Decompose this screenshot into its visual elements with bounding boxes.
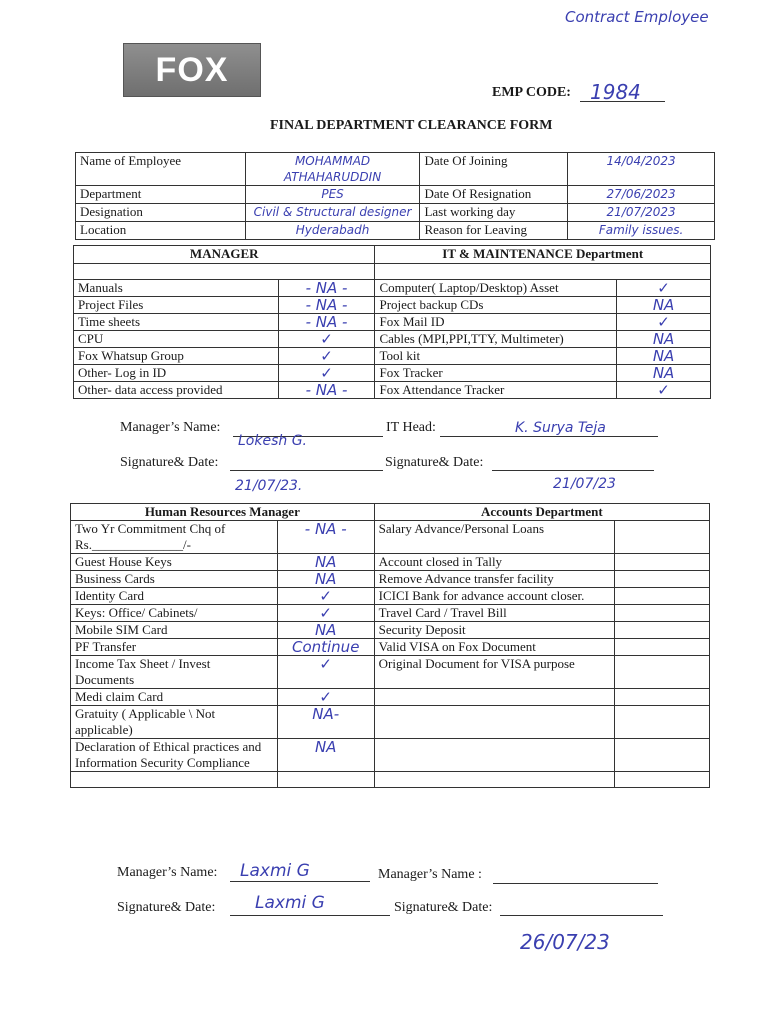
manager-item: Other- data access provided xyxy=(74,382,279,399)
checklist-row xyxy=(71,689,710,706)
hr-accounts-table xyxy=(70,503,710,788)
it-item-mark: NA xyxy=(617,331,711,348)
hr-item-mark: ✓ xyxy=(277,605,374,622)
s1-signature-line-left xyxy=(230,470,383,471)
employee-field-label: Last working day xyxy=(420,204,568,222)
checklist-row xyxy=(74,365,711,382)
checklist-row xyxy=(74,331,711,348)
checklist-row xyxy=(71,656,710,689)
accounts-header: Accounts Department xyxy=(374,504,709,521)
it-head-line xyxy=(440,436,658,437)
employee-row xyxy=(76,222,715,240)
accounts-item xyxy=(374,772,615,788)
s2-signature-value-left: Laxmi G xyxy=(255,893,325,913)
s2-manager-name-value-left: Laxmi G xyxy=(240,861,310,881)
hr-item: Business Cards xyxy=(71,571,278,588)
employee-field-value: Hyderabadh xyxy=(245,222,420,240)
top-note: Contract Employee xyxy=(565,8,709,26)
checklist-row xyxy=(71,622,710,639)
accounts-item xyxy=(374,706,615,739)
employee-row xyxy=(76,204,715,222)
s2-signature-label-right: Signature& Date: xyxy=(394,900,493,915)
s2-manager-name-line-right xyxy=(493,883,658,884)
accounts-item-mark xyxy=(615,772,710,788)
it-item: Tool kit xyxy=(375,348,617,365)
employee-field-value: Civil & Structural designer xyxy=(245,204,420,222)
accounts-item: Salary Advance/Personal Loans xyxy=(374,521,615,554)
manager-item: Time sheets xyxy=(74,314,279,331)
it-item: Project backup CDs xyxy=(375,297,617,314)
it-head-label: IT Head: xyxy=(386,420,436,435)
manager-item: Manuals xyxy=(74,280,279,297)
manager-item-mark: ✓ xyxy=(278,365,375,382)
employee-table xyxy=(75,152,715,240)
it-item: Cables (MPI,PPI,TTY, Multimeter) xyxy=(375,331,617,348)
employee-row xyxy=(76,153,715,186)
checklist-row xyxy=(74,280,711,297)
s1-signature-date-left: 21/07/23. xyxy=(235,478,303,494)
it-item: Computer( Laptop/Desktop) Asset xyxy=(375,280,617,297)
form-title: FINAL DEPARTMENT CLEARANCE FORM xyxy=(270,118,553,133)
fox-logo xyxy=(123,43,261,97)
employee-field-value: 27/06/2023 xyxy=(568,186,715,204)
manager-item-mark: - NA - xyxy=(278,280,375,297)
s1-signature-label-left: Signature& Date: xyxy=(120,455,219,470)
accounts-item-mark xyxy=(615,656,710,689)
hr-item-mark: NA- xyxy=(277,706,374,739)
emp-code-line xyxy=(580,101,665,102)
employee-field-label: Date Of Joining xyxy=(420,153,568,186)
employee-field-label: Date Of Resignation xyxy=(420,186,568,204)
employee-row xyxy=(76,186,715,204)
s1-signature-label-right: Signature& Date: xyxy=(385,455,484,470)
accounts-item-mark xyxy=(615,622,710,639)
checklist-row xyxy=(74,348,711,365)
accounts-item-mark xyxy=(615,521,710,554)
it-item: Fox Tracker xyxy=(375,365,617,382)
hr-item-mark: ✓ xyxy=(277,656,374,689)
accounts-item: Original Document for VISA purpose xyxy=(374,656,615,689)
s1-manager-name-label: Manager’s Name: xyxy=(120,420,221,435)
s1-signature-line-right xyxy=(492,470,654,471)
manager-item-mark: ✓ xyxy=(278,331,375,348)
hr-item-mark: - NA - xyxy=(277,521,374,554)
employee-field-label: Location xyxy=(76,222,246,240)
hr-item-mark xyxy=(277,772,374,788)
manager-item-mark: ✓ xyxy=(278,348,375,365)
bottom-signature-date: 26/07/23 xyxy=(520,930,610,954)
hr-item-mark: ✓ xyxy=(277,588,374,605)
logo-text: FOX xyxy=(155,50,229,89)
hr-item-mark: ✓ xyxy=(277,689,374,706)
employee-field-label: Designation xyxy=(76,204,246,222)
it-item-mark: ✓ xyxy=(617,314,711,331)
it-header: IT & MAINTENANCE Department xyxy=(375,246,711,264)
manager-item: CPU xyxy=(74,331,279,348)
checklist-row xyxy=(71,571,710,588)
accounts-item xyxy=(374,689,615,706)
manager-item: Project Files xyxy=(74,297,279,314)
hr-item: PF Transfer xyxy=(71,639,278,656)
accounts-item-mark xyxy=(615,605,710,622)
employee-field-label: Department xyxy=(76,186,246,204)
s2-manager-name-label-left: Manager’s Name: xyxy=(117,865,218,880)
s2-signature-label-left: Signature& Date: xyxy=(117,900,216,915)
accounts-item: Remove Advance transfer facility xyxy=(374,571,615,588)
accounts-item: Travel Card / Travel Bill xyxy=(374,605,615,622)
it-head-value: K. Surya Teja xyxy=(515,420,606,436)
s2-signature-line-left xyxy=(230,915,390,916)
it-item: Fox Attendance Tracker xyxy=(375,382,617,399)
hr-item-mark: Continue xyxy=(277,639,374,656)
manager-item: Other- Log in ID xyxy=(74,365,279,382)
hr-item: Two Yr Commitment Chq of Rs.______________/- xyxy=(71,521,278,554)
hr-item: Identity Card xyxy=(71,588,278,605)
accounts-item-mark xyxy=(615,639,710,656)
s2-manager-name-label-right: Manager’s Name : xyxy=(378,867,482,882)
it-item-mark: NA xyxy=(617,348,711,365)
s2-manager-name-line-left xyxy=(230,881,370,882)
it-item-mark: NA xyxy=(617,297,711,314)
manager-item-mark: - NA - xyxy=(278,297,375,314)
employee-field-value: 21/07/2023 xyxy=(568,204,715,222)
manager-it-table xyxy=(73,245,711,399)
accounts-item-mark xyxy=(615,571,710,588)
employee-field-label: Reason for Leaving xyxy=(420,222,568,240)
s1-manager-name-value: Lokesh G. xyxy=(238,433,308,449)
hr-item xyxy=(71,772,278,788)
it-item-mark: ✓ xyxy=(617,280,711,297)
hr-item-mark: NA xyxy=(277,554,374,571)
accounts-item-mark xyxy=(615,554,710,571)
emp-code-value: 1984 xyxy=(590,80,641,104)
checklist-row xyxy=(74,314,711,331)
accounts-item: Account closed in Tally xyxy=(374,554,615,571)
s2-signature-line-right xyxy=(500,915,663,916)
hr-item-mark: NA xyxy=(277,622,374,639)
it-item-mark: ✓ xyxy=(617,382,711,399)
accounts-item-mark xyxy=(615,739,710,772)
hr-item: Declaration of Ethical practices and Information Security Compliance xyxy=(71,739,278,772)
hr-item: Mobile SIM Card xyxy=(71,622,278,639)
accounts-item xyxy=(374,739,615,772)
checklist-row xyxy=(71,639,710,656)
hr-item: Guest House Keys xyxy=(71,554,278,571)
accounts-item: Security Deposit xyxy=(374,622,615,639)
hr-item: Medi claim Card xyxy=(71,689,278,706)
accounts-item-mark xyxy=(615,588,710,605)
hr-item: Gratuity ( Applicable \ Not applicable) xyxy=(71,706,278,739)
hr-item-mark: NA xyxy=(277,571,374,588)
manager-item-mark: - NA - xyxy=(278,314,375,331)
checklist-row xyxy=(71,521,710,554)
manager-item: Fox Whatsup Group xyxy=(74,348,279,365)
checklist-row xyxy=(71,605,710,622)
accounts-item-mark xyxy=(615,706,710,739)
accounts-item-mark xyxy=(615,689,710,706)
manager-item-mark: - NA - xyxy=(278,382,375,399)
s1-signature-date-right: 21/07/23 xyxy=(553,476,616,492)
employee-field-value: MOHAMMAD ATHAHARUDDIN xyxy=(245,153,420,186)
employee-field-value: Family issues. xyxy=(568,222,715,240)
hr-item: Income Tax Sheet / Invest Documents xyxy=(71,656,278,689)
hr-item-mark: NA xyxy=(277,739,374,772)
it-item-mark: NA xyxy=(617,365,711,382)
checklist-row xyxy=(71,706,710,739)
hr-header: Human Resources Manager xyxy=(71,504,375,521)
checklist-row xyxy=(74,297,711,314)
employee-field-label: Name of Employee xyxy=(76,153,246,186)
emp-code-label: EMP CODE: xyxy=(492,85,571,100)
hr-item: Keys: Office/ Cabinets/ xyxy=(71,605,278,622)
accounts-item: ICICI Bank for advance account closer. xyxy=(374,588,615,605)
checklist-row xyxy=(71,554,710,571)
checklist-row xyxy=(71,772,710,788)
manager-header: MANAGER xyxy=(74,246,375,264)
employee-field-value: 14/04/2023 xyxy=(568,153,715,186)
accounts-item: Valid VISA on Fox Document xyxy=(374,639,615,656)
checklist-row xyxy=(71,588,710,605)
it-item: Fox Mail ID xyxy=(375,314,617,331)
checklist-row xyxy=(74,382,711,399)
checklist-row xyxy=(71,739,710,772)
employee-field-value: PES xyxy=(245,186,420,204)
